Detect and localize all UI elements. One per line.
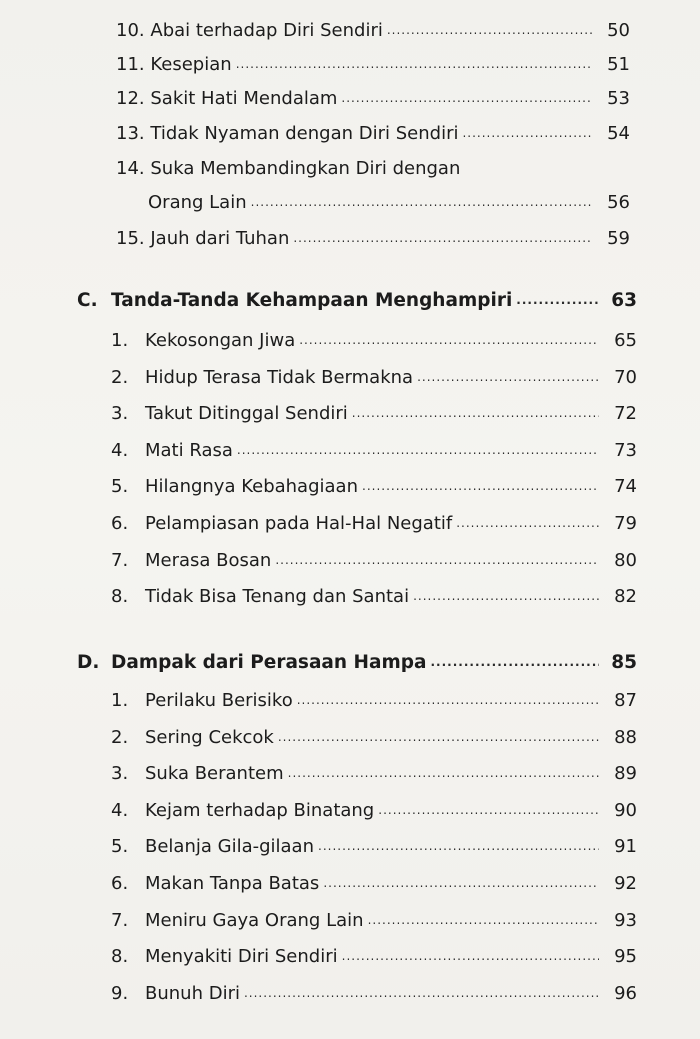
entry-page-number: 72 (614, 403, 637, 425)
dot-leader (236, 57, 592, 71)
section-title: Tanda-Tanda Kehampaan Menghampiri (111, 290, 513, 311)
entry-number: 5. (111, 836, 129, 858)
dot-leader (299, 333, 599, 347)
entry-title: Takut Ditinggal Sendiri (145, 403, 348, 425)
dot-leader (275, 553, 599, 567)
dot-leader (288, 766, 599, 780)
entry-title: Hilangnya Kebahagiaan (145, 476, 358, 498)
entry-number: 11. (116, 54, 145, 75)
toc-entry-b14-line2 (148, 192, 630, 213)
entry-number: 14. (116, 158, 145, 179)
dot-leader (251, 195, 592, 209)
entry-page-number: 73 (614, 439, 637, 461)
entry-number: 4. (111, 439, 129, 461)
entry-page-number: 65 (614, 330, 637, 351)
dot-leader (237, 443, 599, 457)
dot-leader (244, 986, 599, 1000)
entry-page-number: 51 (607, 54, 630, 75)
toc-entry (111, 910, 637, 931)
dot-leader (278, 730, 599, 744)
dot-leader (516, 293, 599, 307)
entry-page-number: 96 (614, 982, 637, 1004)
entry-number: 9. (111, 982, 129, 1004)
toc-entry (111, 367, 637, 388)
toc-entry-b15 (116, 228, 630, 249)
entry-number: 5. (111, 476, 129, 498)
dot-leader (368, 913, 599, 927)
toc-entry (111, 440, 637, 461)
toc-entry (111, 763, 637, 784)
entry-title: Kekosongan Jiwa (145, 330, 296, 351)
entry-page-number: 91 (614, 836, 637, 858)
entry-title: Pelampiasan pada Hal-Hal Negatif (145, 513, 453, 534)
entry-title: Abai terhadap Diri Sendiri (150, 20, 383, 41)
entry-page-number: 56 (607, 192, 630, 213)
entry-number: 1. (111, 330, 129, 351)
entry-page-number: 79 (614, 513, 637, 534)
entry-number: 6. (111, 873, 129, 894)
entry-page-number: 74 (614, 476, 637, 498)
dot-leader (462, 126, 592, 140)
entry-title: Belanja Gila-gilaan (145, 836, 314, 858)
toc-entry-b14-line1 (116, 158, 630, 179)
entry-page-number: 53 (607, 88, 630, 109)
entry-number: 4. (111, 799, 129, 821)
dot-leader (342, 949, 599, 963)
entry-page-number: 82 (614, 586, 637, 608)
toc-entry (111, 946, 637, 967)
entry-number: 2. (111, 726, 129, 748)
entry-title: Tidak Nyaman dengan Diri Sendiri (150, 123, 459, 144)
entry-page-number: 88 (614, 726, 637, 748)
dot-leader (413, 589, 599, 603)
section-letter: C. (77, 290, 98, 311)
toc-entry (111, 586, 637, 607)
entry-title: Tidak Bisa Tenang dan Santai (145, 586, 410, 608)
entry-number: 15. (116, 228, 145, 249)
section-page-number: 85 (611, 652, 637, 673)
entry-title: Jauh dari Tuhan (150, 228, 290, 249)
toc-entry (111, 983, 637, 1004)
entry-number: 8. (111, 946, 129, 968)
dot-leader (293, 231, 592, 245)
entry-page-number: 70 (614, 366, 637, 388)
entry-title: Kesepian (150, 54, 232, 75)
entry-number: 2. (111, 366, 129, 388)
entry-title: Suka Membandingkan Diri dengan (150, 158, 461, 179)
entry-number: 12. (116, 88, 145, 109)
entry-page-number: 50 (607, 20, 630, 41)
entry-title: Sakit Hati Mendalam (150, 88, 338, 109)
entry-page-number: 92 (614, 873, 637, 894)
entry-page-number: 87 (614, 690, 637, 711)
entry-page-number: 54 (607, 123, 630, 144)
toc-entry (111, 727, 637, 748)
entry-title: Meniru Gaya Orang Lain (145, 909, 364, 931)
entry-page-number: 95 (614, 946, 637, 968)
toc-section-d (77, 652, 637, 673)
entry-number: 1. (111, 690, 129, 711)
entry-title-continuation: Orang Lain (148, 192, 247, 213)
dot-leader (341, 91, 592, 105)
dot-leader (378, 803, 599, 817)
toc-entry-b12 (116, 88, 630, 109)
toc-entry (111, 550, 637, 571)
dot-leader (417, 370, 599, 384)
dot-leader (362, 479, 599, 493)
dot-leader (323, 876, 599, 890)
toc-entry (111, 476, 637, 497)
toc-entry (111, 873, 637, 894)
toc-entry-b10 (116, 20, 630, 41)
entry-title: Suka Berantem (145, 763, 284, 785)
entry-number: 8. (111, 586, 129, 608)
entry-number: 3. (111, 403, 129, 425)
dot-leader (387, 23, 592, 37)
entry-page-number: 93 (614, 909, 637, 931)
toc-entry (111, 330, 637, 351)
toc-entry (111, 403, 637, 424)
toc-entry (111, 690, 637, 711)
entry-page-number: 80 (614, 549, 637, 571)
toc-entry-b13 (116, 123, 630, 144)
dot-leader (318, 839, 599, 853)
entry-title: Makan Tanpa Batas (145, 873, 320, 894)
section-page-number: 63 (611, 290, 637, 311)
entry-page-number: 90 (614, 799, 637, 821)
entry-title: Mati Rasa (145, 439, 233, 461)
entry-title: Perilaku Berisiko (145, 690, 293, 711)
toc-entry (111, 836, 637, 857)
section-letter: D. (77, 652, 100, 673)
dot-leader (456, 516, 599, 530)
toc-entry-b11 (116, 54, 630, 75)
entry-title: Bunuh Diri (145, 982, 240, 1004)
entry-number: 10. (116, 20, 145, 41)
entry-title: Menyakiti Diri Sendiri (145, 946, 338, 968)
dot-leader (352, 406, 599, 420)
entry-page-number: 59 (607, 228, 630, 249)
entry-title: Hidup Terasa Tidak Bermakna (145, 366, 414, 388)
entry-number: 7. (111, 909, 129, 931)
entry-title: Sering Cekcok (145, 726, 274, 748)
entry-number: 3. (111, 763, 129, 785)
entry-number: 6. (111, 513, 129, 534)
entry-page-number: 89 (614, 763, 637, 785)
entry-title: Merasa Bosan (145, 549, 272, 571)
dot-leader (431, 655, 600, 669)
entry-number: 13. (116, 123, 145, 144)
dot-leader (297, 693, 599, 707)
toc-entry (111, 513, 637, 534)
toc-entry (111, 800, 637, 821)
toc-section-c (77, 290, 637, 311)
section-title: Dampak dari Perasaan Hampa (111, 652, 427, 673)
entry-title: Kejam terhadap Binatang (145, 799, 375, 821)
entry-number: 7. (111, 549, 129, 571)
